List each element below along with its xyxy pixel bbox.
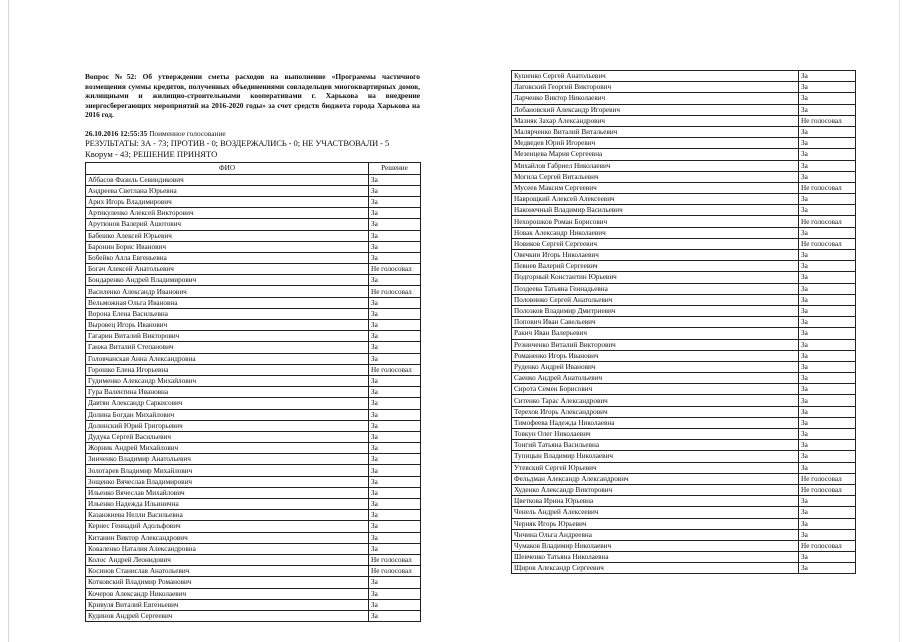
table-row [512, 194, 856, 205]
vote-decision: За [799, 361, 856, 372]
table-row [512, 227, 856, 238]
table-row [86, 510, 421, 521]
deputy-name: Половинко Сергей Анатольевич [512, 294, 799, 305]
table-row [86, 241, 421, 252]
vote-decision: За [799, 71, 856, 82]
vote-decision: За [369, 476, 421, 487]
deputy-name: Котковский Владимир Романович [86, 577, 369, 588]
deputy-name: Тонгий Татьяна Васильевна [512, 440, 799, 451]
question-heading: Вопрос №52: Об утверждении сметы расходов на выполнение «Программы частичного возмещения суммы кредитов, полученных объединениями совладельцев многоквартирных домов, жилищными и жилищно-строительными кооперативами г. Харькова на внедрение энергосберегающих мероприятий на 2016-2020 годы» за счет средств бюджета города Харькова на 2016 год. [85, 72, 420, 120]
deputy-name: Косинов Станислав Анатольевич [86, 566, 369, 577]
vote-decision: За [799, 227, 856, 238]
deputy-name: Худенко Александр Викторович [512, 484, 799, 495]
vote-decision: Не голосовал [799, 238, 856, 249]
deputy-name: Полозков Владимир Дмитриевич [512, 305, 799, 316]
vote-decision: За [799, 451, 856, 462]
deputy-name: Казанжиева Нелли Васильевна [86, 510, 369, 521]
table-row [86, 353, 421, 364]
vote-decision: За [799, 395, 856, 406]
deputy-name: Китанин Виктор Александрович [86, 532, 369, 543]
table-row [512, 71, 856, 82]
table-row [512, 149, 856, 160]
vote-decision: Не голосовал [369, 364, 421, 375]
table-row [86, 387, 421, 398]
vote-decision: За [799, 305, 856, 316]
votes-table-right [511, 70, 856, 574]
deputy-name: Сирота Семен Борисович [512, 384, 799, 395]
table-row [512, 283, 856, 294]
table-row [512, 417, 856, 428]
vote-decision: За [369, 219, 421, 230]
vote-decision: Не голосовал [369, 566, 421, 577]
deputy-name: Арих Игорь Владимирович [86, 196, 369, 207]
table-row [86, 409, 421, 420]
vote-decision: За [799, 406, 856, 417]
deputy-name: Ченель Андрей Алексеевич [512, 507, 799, 518]
table-row [512, 440, 856, 451]
table-row [512, 552, 856, 563]
deputy-name: Мезенцева Мария Сергеевна [512, 149, 799, 160]
deputy-name: Тупицын Владимир Николаевич [512, 451, 799, 462]
deputy-name: Кернес Геннадий Адольфович [86, 521, 369, 532]
vote-decision: За [369, 610, 421, 621]
table-row [86, 454, 421, 465]
vote-decision: За [799, 283, 856, 294]
deputy-name: Дудука Сергей Васильевич [86, 431, 369, 442]
table-row [512, 294, 856, 305]
deputy-name: Гудименко Александр Михайлович [86, 375, 369, 386]
deputy-name: Ситенко Тарас Александрович [512, 395, 799, 406]
deputy-name: Андреева Светлана Юрьевна [86, 185, 369, 196]
table-row [86, 532, 421, 543]
vote-decision: За [799, 160, 856, 171]
table-row [86, 588, 421, 599]
table-row [86, 521, 421, 532]
deputy-name: Чумаков Владимир Николаевич [512, 540, 799, 551]
vote-decision: За [369, 174, 421, 185]
vote-decision: За [799, 272, 856, 283]
deputy-name: Горошко Елена Игорьевна [86, 364, 369, 375]
vote-decision: Не голосовал [369, 554, 421, 565]
vote-decision: За [369, 510, 421, 521]
table-row [512, 93, 856, 104]
deputy-name: Шевченко Татьяна Николаевна [512, 552, 799, 563]
table-row [512, 429, 856, 440]
page-edge [899, 0, 900, 642]
vote-decision: За [799, 507, 856, 518]
column-header-decision: Решение [369, 163, 421, 174]
table-row [512, 250, 856, 261]
deputy-name: Черняк Игорь Юрьевич [512, 518, 799, 529]
table-row [512, 395, 856, 406]
table-row [512, 563, 856, 574]
table-row [86, 185, 421, 196]
vote-decision: За [369, 308, 421, 319]
vote-decision: Не голосовал [799, 484, 856, 495]
table-row [512, 406, 856, 417]
table-row [512, 126, 856, 137]
deputy-name: Бондаренко Андрей Владимирович [86, 275, 369, 286]
table-row [86, 420, 421, 431]
table-row [512, 317, 856, 328]
table-row [512, 473, 856, 484]
deputy-name: Коваленко Наталия Александровна [86, 543, 369, 554]
table-row [86, 174, 421, 185]
vote-decision: За [369, 375, 421, 386]
vote-decision: За [799, 373, 856, 384]
deputy-name: Терехов Игорь Александрович [512, 406, 799, 417]
deputy-name: Мусеев Максим Сергеевич [512, 182, 799, 193]
deputy-name: Золотарев Владимир Михайлович [86, 465, 369, 476]
table-row [512, 540, 856, 551]
deputy-name: Саенко Андрей Анатольевич [512, 373, 799, 384]
vote-decision: За [799, 384, 856, 395]
deputy-name: Цветкова Ирина Юрьевна [512, 496, 799, 507]
table-row [86, 297, 421, 308]
deputy-name: Ворона Елена Васильевна [86, 308, 369, 319]
deputy-name: Кудинов Андрей Сергеевич [86, 610, 369, 621]
deputy-name: Чичина Ольга Андреевна [512, 529, 799, 540]
table-row [512, 305, 856, 316]
table-row [86, 342, 421, 353]
deputy-name: Нехорошков Роман Борисович [512, 216, 799, 227]
table-row [512, 462, 856, 473]
vote-decision: За [369, 320, 421, 331]
table-row [512, 216, 856, 227]
table-row [512, 328, 856, 339]
deputy-name: Ракич Иван Валерьевич [512, 328, 799, 339]
deputy-name: Руденко Андрей Иванович [512, 361, 799, 372]
table-row [512, 272, 856, 283]
table-row [512, 451, 856, 462]
left-column [85, 72, 420, 622]
deputy-name: Резниченко Виталий Викторович [512, 339, 799, 350]
vote-decision: За [369, 409, 421, 420]
deputy-name: Гура Валентина Ивановна [86, 387, 369, 398]
vote-decision: За [799, 529, 856, 540]
vote-decision: За [799, 93, 856, 104]
table-row [86, 465, 421, 476]
table-row [512, 518, 856, 529]
table-row [512, 507, 856, 518]
table-row [512, 160, 856, 171]
table-row [512, 373, 856, 384]
table-row [86, 487, 421, 498]
deputy-name: Романенко Игорь Иванович [512, 350, 799, 361]
table-row [512, 138, 856, 149]
vote-decision: За [369, 599, 421, 610]
vote-decision: За [369, 431, 421, 442]
table-row [512, 261, 856, 272]
vote-decision: Не голосовал [369, 286, 421, 297]
vote-decision: За [799, 171, 856, 182]
deputy-name: Гагарин Виталий Викторович [86, 331, 369, 342]
right-column [511, 70, 855, 574]
deputy-name: Долинский Юрий Григорьевич [86, 420, 369, 431]
vote-decision: За [369, 420, 421, 431]
table-row [86, 308, 421, 319]
votes-table-left [85, 162, 421, 622]
deputy-name: Головчанская Анна Александровна [86, 353, 369, 364]
deputy-name: Певнев Валерий Сергеевич [512, 261, 799, 272]
table-row [512, 171, 856, 182]
vote-decision: За [369, 543, 421, 554]
deputy-name: Арутюнов Валерий Ашотович [86, 219, 369, 230]
vote-decision: Не голосовал [799, 540, 856, 551]
deputy-name: Лобановский Александр Игоревич [512, 104, 799, 115]
table-row [512, 104, 856, 115]
deputy-name: Ларченко Виктор Николаевич [512, 93, 799, 104]
deputy-name: Новак Александр Николаевич [512, 227, 799, 238]
vote-decision: За [799, 339, 856, 350]
table-row [86, 364, 421, 375]
vote-decision: За [369, 208, 421, 219]
vote-decision: За [369, 577, 421, 588]
deputy-name: Наконечный Владимир Васильевич [512, 205, 799, 216]
deputy-name: Кушенко Сергей Анатольевич [512, 71, 799, 82]
deputy-name: Ильенко Надежда Ильинична [86, 499, 369, 510]
vote-decision: За [799, 563, 856, 574]
table-row [86, 554, 421, 565]
table-row [86, 331, 421, 342]
table-row [512, 339, 856, 350]
vote-decision: За [799, 194, 856, 205]
table-row [512, 496, 856, 507]
vote-decision: За [799, 126, 856, 137]
table-row [86, 320, 421, 331]
vote-decision: За [369, 532, 421, 543]
table-row [86, 286, 421, 297]
vote-decision: Не голосовал [799, 216, 856, 227]
deputy-name: Баронин Борис Иванович [86, 241, 369, 252]
vote-decision: За [369, 331, 421, 342]
deputy-name: Бабешко Алексей Юрьевич [86, 230, 369, 241]
table-row [512, 238, 856, 249]
table-row [512, 182, 856, 193]
vote-type: Поименное голосование [149, 128, 226, 138]
deputy-name: Попович Иван Савельевич [512, 317, 799, 328]
vote-decision: Не голосовал [799, 182, 856, 193]
table-row [86, 275, 421, 286]
vote-results: РЕЗУЛЬТАТЫ: ЗА - 73; ПРОТИВ - 0; ВОЗДЕРЖАЛИСЬ - 0; НЕ УЧАСТВОВАЛИ - 5 [85, 138, 390, 149]
table-row [512, 384, 856, 395]
deputy-name: Кочеров Александр Николаевич [86, 588, 369, 599]
table-row [86, 443, 421, 454]
vote-decision: За [369, 342, 421, 353]
deputy-name: Мазняк Захар Александрович [512, 115, 799, 126]
deputy-name: Фельдман Александр Александрович [512, 473, 799, 484]
deputy-name: Артикуленко Алексей Викторович [86, 208, 369, 219]
deputy-name: Бобейко Алла Евгеньевна [86, 252, 369, 263]
table-row [86, 219, 421, 230]
table-row [86, 610, 421, 621]
vote-decision: За [369, 499, 421, 510]
vote-decision: За [369, 230, 421, 241]
vote-decision: За [369, 465, 421, 476]
deputy-name: Новиков Сергей Сергеевич [512, 238, 799, 249]
vote-info [85, 129, 420, 138]
table-row [512, 350, 856, 361]
vote-decision: За [799, 205, 856, 216]
deputy-name: Аббасов Фазиль Севиндикович [86, 174, 369, 185]
table-row [86, 196, 421, 207]
table-row [86, 577, 421, 588]
vote-decision: Не голосовал [799, 115, 856, 126]
vote-decision: За [799, 317, 856, 328]
vote-decision: За [799, 104, 856, 115]
vote-decision: За [369, 387, 421, 398]
table-row [512, 361, 856, 372]
vote-decision: За [799, 496, 856, 507]
vote-decision: За [369, 398, 421, 409]
deputy-name: Колос Андрей Леонидович [86, 554, 369, 565]
table-row [512, 82, 856, 93]
deputy-name: Поздеева Татьяна Геннадьевна [512, 283, 799, 294]
deputy-name: Жорник Андрей Михайлович [86, 443, 369, 454]
deputy-name: Кривуля Виталий Евгеньевич [86, 599, 369, 610]
deputy-name: Выровец Игорь Иванович [86, 320, 369, 331]
table-row [86, 431, 421, 442]
deputy-name: Зощенко Вячеслав Владимирович [86, 476, 369, 487]
deputy-name: Лаговский Георгий Викторович [512, 82, 799, 93]
table-row [86, 476, 421, 487]
vote-decision: За [799, 429, 856, 440]
table-row [86, 543, 421, 554]
page-edge [8, 0, 9, 642]
deputy-name: Ильенко Вячеслав Михайлович [86, 487, 369, 498]
vote-decision: Не голосовал [369, 264, 421, 275]
deputy-name: Утевский Сергей Юрьевич [512, 462, 799, 473]
vote-decision: За [799, 138, 856, 149]
vote-decision: За [799, 440, 856, 451]
table-header-row [86, 163, 421, 174]
vote-decision: За [369, 521, 421, 532]
table-row [86, 375, 421, 386]
vote-decision: За [369, 443, 421, 454]
deputy-name: Овечкин Игорь Николаевич [512, 250, 799, 261]
table-row [512, 205, 856, 216]
table-row [86, 230, 421, 241]
vote-decision: За [799, 518, 856, 529]
vote-decision: За [369, 353, 421, 364]
vote-decision: За [799, 294, 856, 305]
deputy-name: Василенко Александр Иванович [86, 286, 369, 297]
vote-decision: За [369, 252, 421, 263]
vote-decision: За [799, 417, 856, 428]
table-row [86, 499, 421, 510]
vote-decision: За [369, 588, 421, 599]
deputy-name: Щиров Александр Сергеевич [512, 563, 799, 574]
deputy-name: Подгорный Константин Юрьевич [512, 272, 799, 283]
deputy-name: Ганжа Виталий Степанович [86, 342, 369, 353]
deputy-name: Могила Сергей Витальевич [512, 171, 799, 182]
vote-datetime: 26.10.2016 12:55:35 [85, 128, 148, 138]
vote-decision: За [369, 185, 421, 196]
deputy-name: Богач Алексей Анатольевич [86, 264, 369, 275]
vote-decision: За [799, 552, 856, 563]
table-row [512, 484, 856, 495]
vote-decision: Не голосовал [799, 473, 856, 484]
deputy-name: Зинченко Владимир Анатольевич [86, 454, 369, 465]
vote-decision: За [799, 82, 856, 93]
deputy-name: Товкун Олег Николаевич [512, 429, 799, 440]
vote-decision: За [799, 328, 856, 339]
vote-decision: За [369, 275, 421, 286]
deputy-name: Михайлов Габриел Николаевич [512, 160, 799, 171]
deputy-name: Вельможная Ольга Ивановна [86, 297, 369, 308]
column-header-name: ФИО [86, 163, 369, 174]
vote-decision: За [799, 462, 856, 473]
table-row [86, 208, 421, 219]
deputy-name: Долина Богдан Михайлович [86, 409, 369, 420]
deputy-name: Тимофеева Надежда Николаевна [512, 417, 799, 428]
vote-decision: За [799, 250, 856, 261]
votes-table-body-left [86, 174, 421, 622]
table-row [512, 529, 856, 540]
vote-decision: За [799, 149, 856, 160]
deputy-name: Наврощкий Алексей Алексеевич [512, 194, 799, 205]
table-row [86, 599, 421, 610]
table-row [512, 115, 856, 126]
vote-decision: За [369, 297, 421, 308]
vote-decision: За [369, 196, 421, 207]
table-row [86, 264, 421, 275]
vote-decision: За [369, 241, 421, 252]
vote-decision: За [799, 261, 856, 272]
table-row [86, 252, 421, 263]
table-row [86, 566, 421, 577]
vote-decision: За [369, 454, 421, 465]
vote-decision: За [799, 350, 856, 361]
table-row [86, 398, 421, 409]
deputy-name: Медведев Юрий Игоревич [512, 138, 799, 149]
deputy-name: Давтян Александр Саркисович [86, 398, 369, 409]
deputy-name: Малярченко Виталий Витальевич [512, 126, 799, 137]
vote-decision: За [369, 487, 421, 498]
votes-table-body-right [512, 71, 856, 574]
quorum-decision: Кворум - 43; РЕШЕНИЕ ПРИНЯТО [85, 148, 218, 159]
